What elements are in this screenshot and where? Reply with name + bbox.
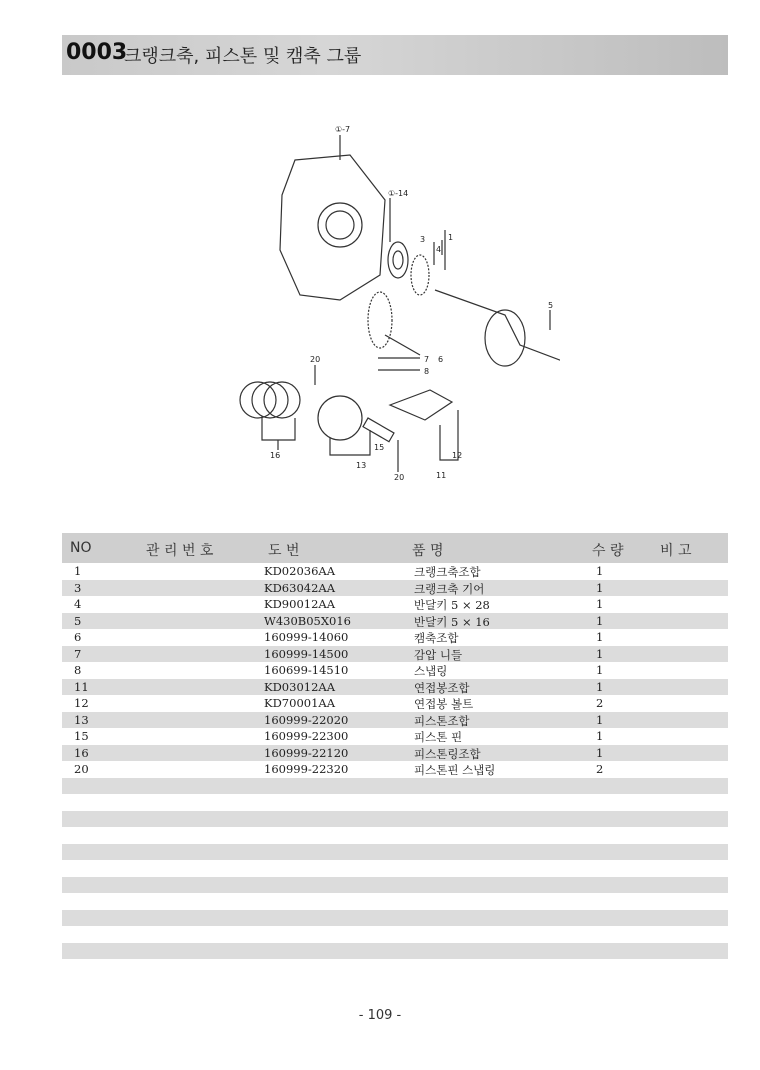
callout-7: 7 xyxy=(424,355,430,364)
table-row xyxy=(62,877,728,894)
cell-quantity: 1 xyxy=(596,679,604,694)
header-quantity: 수 량 xyxy=(592,543,624,559)
cell-drawing-no: W430B05X016 xyxy=(264,613,351,628)
cell-part-name: 피스톤조합 xyxy=(414,713,470,728)
header-part-name: 품 명 xyxy=(412,543,444,559)
cell-part-name: 반달키 5 × 16 xyxy=(414,614,490,629)
cell-part-name: 스냅링 xyxy=(414,664,448,678)
camshaft-gear xyxy=(368,292,392,348)
cell-part-name: 크랭크축 기어 xyxy=(414,581,485,596)
cell-quantity: 1 xyxy=(596,630,604,644)
table-row xyxy=(62,695,728,712)
cell-part-name: 반달키 5 × 28 xyxy=(414,598,490,612)
cell-no: 11 xyxy=(74,679,89,694)
cell-no: 20 xyxy=(74,762,89,776)
callout-1-7: ①-7 xyxy=(335,125,351,134)
parts-table xyxy=(62,533,728,976)
callout-20-top: 20 xyxy=(310,355,321,364)
callout-13: 13 xyxy=(356,461,367,470)
cell-quantity: 1 xyxy=(596,580,604,595)
cell-drawing-no: 160999-14500 xyxy=(264,646,349,661)
cell-drawing-no: 160999-22300 xyxy=(264,729,349,743)
header-management-no: 관 리 번 호 xyxy=(146,543,214,559)
crankshaft xyxy=(435,290,560,362)
cell-part-name: 연접봉 볼트 xyxy=(414,697,474,711)
callout-4: 4 xyxy=(436,245,442,254)
table-row xyxy=(62,761,728,778)
cell-no: 3 xyxy=(74,580,82,595)
callout-8: 8 xyxy=(424,367,430,376)
cell-drawing-no: 160999-22120 xyxy=(264,745,349,760)
callout-20-bottom: 20 xyxy=(394,473,405,482)
cell-quantity: 1 xyxy=(596,745,604,760)
cell-quantity: 1 xyxy=(596,729,604,743)
table-row xyxy=(62,728,728,745)
parts-table-body xyxy=(62,563,728,976)
header-no: NO xyxy=(70,540,92,556)
table-row xyxy=(62,893,728,910)
section-title: 크랭크축, 피스톤 및 캠축 그룹 xyxy=(124,46,362,67)
table-row xyxy=(62,679,728,696)
header-drawing-no: 도 번 xyxy=(268,543,300,559)
callout-6: 6 xyxy=(438,355,444,364)
piston xyxy=(318,396,362,440)
callout-16: 16 xyxy=(270,451,281,460)
header-remarks: 비 고 xyxy=(660,543,692,559)
cell-no: 15 xyxy=(74,729,89,743)
table-row xyxy=(62,745,728,762)
table-row xyxy=(62,596,728,613)
table-row xyxy=(62,926,728,943)
cell-part-name: 감압 니들 xyxy=(414,647,463,662)
cell-quantity: 2 xyxy=(596,762,604,776)
table-row xyxy=(62,959,728,976)
cell-quantity: 1 xyxy=(596,597,604,611)
crankcase-cover xyxy=(280,155,385,300)
cell-drawing-no: KD02036AA xyxy=(264,564,336,578)
callout-1-14: ①-14 xyxy=(388,189,409,198)
callout-11: 11 xyxy=(436,471,447,480)
cell-drawing-no: KD70001AA xyxy=(264,696,336,710)
callout-12: 12 xyxy=(452,451,463,460)
cell-quantity: 1 xyxy=(596,564,604,578)
cell-part-name: 캠축조합 xyxy=(414,631,459,645)
cell-drawing-no: KD90012AA xyxy=(264,597,336,611)
table-row xyxy=(62,860,728,877)
bearing xyxy=(388,242,408,278)
cell-no: 4 xyxy=(74,597,82,611)
table-row xyxy=(62,811,728,828)
cell-part-name: 크랭크축조합 xyxy=(414,565,481,579)
cell-quantity: 1 xyxy=(596,712,604,727)
connecting-rod xyxy=(390,390,452,420)
table-row xyxy=(62,646,728,663)
callout-5: 5 xyxy=(548,301,554,310)
cell-part-name: 피스톤핀 스냅링 xyxy=(414,763,496,777)
cell-part-name: 피스톤링조합 xyxy=(414,746,481,761)
cell-quantity: 1 xyxy=(596,613,604,628)
camshaft xyxy=(385,335,420,355)
callout-1: 1 xyxy=(448,233,454,242)
cell-no: 7 xyxy=(74,646,82,661)
cell-no: 12 xyxy=(74,696,89,710)
cell-no: 16 xyxy=(74,745,89,760)
cell-quantity: 2 xyxy=(596,696,604,710)
parts-table-header xyxy=(62,533,728,563)
table-row xyxy=(62,662,728,679)
cell-no: 8 xyxy=(74,663,82,677)
cell-part-name: 피스톤 핀 xyxy=(414,730,463,744)
piston-pin xyxy=(363,418,394,442)
table-row xyxy=(62,778,728,795)
cell-drawing-no: 160999-22320 xyxy=(264,762,349,776)
cell-drawing-no: 160999-14060 xyxy=(264,630,349,644)
cell-quantity: 1 xyxy=(596,663,604,677)
cell-drawing-no: 160699-14510 xyxy=(264,663,349,677)
cell-quantity: 1 xyxy=(596,646,604,661)
exploded-parts-diagram xyxy=(220,100,560,490)
table-row xyxy=(62,910,728,927)
table-row xyxy=(62,827,728,844)
table-row xyxy=(62,629,728,646)
cell-drawing-no: 160999-22020 xyxy=(264,712,349,727)
table-row xyxy=(62,794,728,811)
table-row xyxy=(62,712,728,729)
crank-gear xyxy=(411,255,429,295)
callout-3: 3 xyxy=(420,235,426,244)
cover-bearing-bore xyxy=(318,203,362,247)
table-row xyxy=(62,563,728,580)
cell-no: 13 xyxy=(74,712,89,727)
table-row xyxy=(62,613,728,630)
cell-no: 6 xyxy=(74,630,82,644)
cell-part-name: 연접봉조합 xyxy=(414,680,470,695)
section-header xyxy=(62,35,728,75)
section-code: 0003 xyxy=(66,40,128,65)
page-number: - 109 - xyxy=(358,1008,402,1023)
cell-drawing-no: KD63042AA xyxy=(264,580,336,595)
cell-no: 1 xyxy=(74,564,82,578)
table-row xyxy=(62,580,728,597)
table-row xyxy=(62,844,728,861)
cell-drawing-no: KD03012AA xyxy=(264,679,336,694)
cell-no: 5 xyxy=(74,613,82,628)
callout-15: 15 xyxy=(374,443,385,452)
table-row xyxy=(62,943,728,960)
